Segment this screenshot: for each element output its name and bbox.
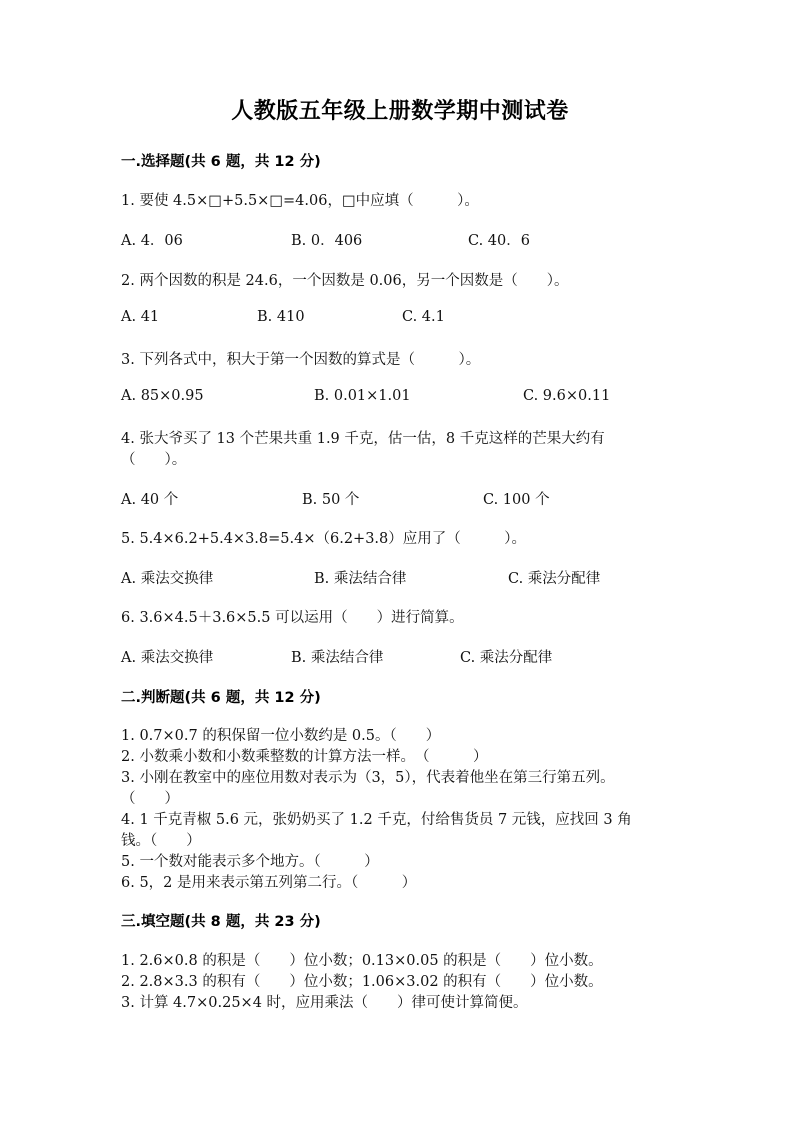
- option-b: B. 乘法结合律: [314, 571, 407, 587]
- option-c: C. 4.1: [402, 309, 445, 325]
- option-a: A. 乘法交换律: [121, 650, 214, 666]
- fill-line: 3. 计算 4.7×0.25×4 时，应用乘法（ ）律可使计算简便。: [121, 995, 528, 1011]
- fill-line: 1. 2.6×0.8 的积是（ ）位小数；0.13×0.05 的积是（ ）位小数。: [121, 953, 603, 969]
- judgment-line: 6. 5，2 是用来表示第五列第二行。（ ）: [121, 875, 417, 891]
- question-stem: 1. 要使 4.5×□+5.5×□=4.06，□中应填（ ）。: [121, 193, 479, 209]
- question-stem: 6. 3.6×4.5＋3.6×5.5 可以运用（ ）进行简算。: [121, 610, 464, 626]
- option-c: C. 9.6×0.11: [523, 388, 611, 404]
- option-a: A. 4．06: [121, 233, 183, 249]
- judgment-line: 2. 小数乘小数和小数乘整数的计算方法一样。 （ ）: [121, 749, 488, 765]
- option-c: C. 40．6: [468, 233, 530, 249]
- judgment-line: 5. 一个数对能表示多个地方。（ ）: [121, 854, 379, 870]
- option-b: B. 乘法结合律: [291, 650, 384, 666]
- section-heading-fill: 三.填空题(共 8 题，共 23 分): [121, 914, 321, 930]
- judgment-line: 3. 小刚在教室中的座位用数对表示为（3，5），代表着他坐在第三行第五列。: [121, 770, 615, 786]
- fill-line: 2. 2.8×3.3 的积有（ ）位小数；1.06×3.02 的积有（ ）位小数。: [121, 974, 603, 990]
- question-stem: 5. 5.4×6.2+5.4×3.8=5.4×（6.2+3.8）应用了（ ）。: [121, 531, 527, 547]
- option-c: C. 100 个: [483, 492, 550, 508]
- judgment-line: 4. 1 千克青椒 5.6 元，张奶奶买了 1.2 千克，付给售货员 7 元钱，应找回 3 角: [121, 812, 632, 828]
- option-c: C. 乘法分配律: [460, 650, 553, 666]
- option-b: B. 410: [257, 309, 305, 325]
- option-b: B. 50 个: [302, 492, 360, 508]
- option-b: B. 0．406: [291, 233, 363, 249]
- section-heading-judgment: 二.判断题(共 6 题，共 12 分): [121, 690, 321, 706]
- page-title: 人教版五年级上册数学期中测试卷: [231, 99, 569, 124]
- option-a: A. 乘法交换律: [121, 571, 214, 587]
- question-stem: 3. 下列各式中，积大于第一个因数的算式是（ ）。: [121, 352, 481, 368]
- option-b: B. 0.01×1.01: [314, 388, 411, 404]
- option-a: A. 41: [121, 309, 160, 325]
- option-a: A. 85×0.95: [121, 388, 204, 404]
- option-c: C. 乘法分配律: [508, 571, 601, 587]
- question-stem-continued: （ ）。: [121, 452, 187, 468]
- judgment-line: （ ）: [121, 791, 179, 807]
- question-stem: 2. 两个因数的积是 24.6，一个因数是 0.06，另一个因数是（ ）。: [121, 273, 569, 289]
- judgment-line: 钱。（ ）: [121, 833, 201, 849]
- section-heading-choice: 一.选择题(共 6 题，共 12 分): [121, 154, 321, 170]
- option-a: A. 40 个: [121, 492, 179, 508]
- question-stem: 4. 张大爷买了 13 个芒果共重 1.9 千克，估一估，8 千克这样的芒果大约有: [121, 431, 605, 447]
- judgment-line: 1. 0.7×0.7 的积保留一位小数约是 0.5。（ ）: [121, 728, 441, 744]
